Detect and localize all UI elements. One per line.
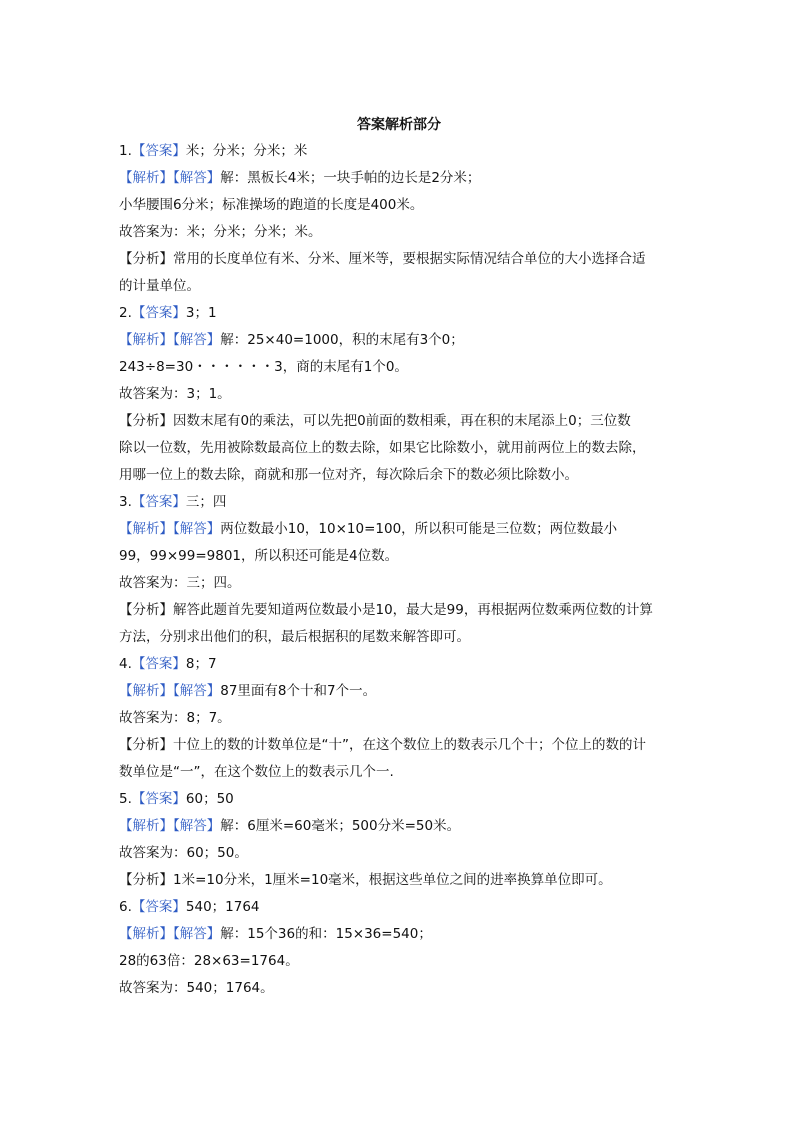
- fenxi-line: 用哪一位上的数去除，商就和那一位对齐，每次除后余下的数必须比除数小。: [119, 467, 578, 483]
- jieda-tag: 【解答】: [173, 521, 221, 537]
- analysis-line: [119, 327, 679, 354]
- answer-text: 米；分米；分米；米: [185, 143, 308, 159]
- analysis-text: 解：6厘米=60毫米；500分米=50米。: [220, 818, 461, 834]
- fenxi-text: 常用的长度单位有米、分米、厘米等，要根据实际情况结合单位的大小选择合适: [173, 251, 646, 267]
- analysis-text: 解：黑板长4米；一块手帕的边长是2分米；: [220, 170, 481, 186]
- answer-tag: 【答案】: [131, 899, 186, 915]
- analysis-line: [119, 165, 679, 192]
- analysis-text: 解：25×40=1000，积的末尾有3个0；: [220, 332, 464, 348]
- fenxi-line: [119, 867, 679, 894]
- jieda-tag: 【解答】: [173, 170, 221, 186]
- analysis-line: [119, 678, 679, 705]
- answer-line-6: [119, 894, 679, 921]
- fenxi-line: [119, 732, 679, 759]
- fenxi-line: 方法，分别求出他们的积，最后根据积的尾数来解答即可。: [119, 629, 470, 645]
- answer-tag: 【答案】: [131, 656, 186, 672]
- answer-text: 8；7: [185, 656, 217, 672]
- conclusion-line: 故答案为：60；50。: [119, 845, 248, 861]
- conclusion-line: 故答案为：3；1。: [119, 386, 231, 402]
- jiexi-tag: 【解析】: [119, 521, 173, 537]
- fenxi-text: 因数末尾有0的乘法，可以先把0前面的数相乘，再在积的末尾添上0；三位数: [173, 413, 631, 429]
- analysis-text: 两位数最小10，10×10=100，所以积可能是三位数；两位数最小: [220, 521, 618, 537]
- item-number: 5.: [119, 791, 132, 807]
- conclusion-line: 故答案为：8；7。: [119, 710, 231, 726]
- item-number: 4.: [119, 656, 132, 672]
- answer-sheet: [119, 112, 679, 1002]
- fenxi-tag: 【分析】: [119, 251, 173, 267]
- jiexi-tag: 【解析】: [119, 818, 173, 834]
- answer-text: 三；四: [185, 494, 227, 510]
- item-number: 2.: [119, 305, 132, 321]
- answer-tag: 【答案】: [131, 791, 186, 807]
- fenxi-text: 1米=10分米，1厘米=10毫米，根据这些单位之间的进率换算单位即可。: [173, 872, 612, 888]
- answer-tag: 【答案】: [131, 494, 186, 510]
- analysis-line: [119, 921, 679, 948]
- analysis-text: 解：15个36的和：15×36=540；: [220, 926, 432, 942]
- jiexi-tag: 【解析】: [119, 332, 173, 348]
- fenxi-tag: 【分析】: [119, 872, 173, 888]
- fenxi-line: 的计量单位。: [119, 278, 200, 294]
- analysis-line: 28的63倍：28×63=1764。: [119, 953, 299, 969]
- fenxi-line: [119, 408, 679, 435]
- answer-text: 540；1764: [185, 899, 260, 915]
- jieda-tag: 【解答】: [173, 818, 221, 834]
- answer-tag: 【答案】: [131, 305, 186, 321]
- jiexi-tag: 【解析】: [119, 170, 173, 186]
- conclusion-line: 故答案为：540；1764。: [119, 980, 274, 996]
- answer-tag: 【答案】: [131, 143, 186, 159]
- analysis-line: 99，99×99=9801，所以积还可能是4位数。: [119, 548, 399, 564]
- page-title: 答案解析部分: [357, 117, 441, 133]
- analysis-text: 87里面有8个十和7个一。: [220, 683, 377, 699]
- item-number: 3.: [119, 494, 132, 510]
- answer-line-4: [119, 651, 679, 678]
- fenxi-text: 解答此题首先要知道两位数最小是10，最大是99，再根据两位数乘两位数的计算: [173, 602, 653, 618]
- fenxi-tag: 【分析】: [119, 737, 173, 753]
- jieda-tag: 【解答】: [173, 683, 221, 699]
- conclusion-line: 故答案为：三；四。: [119, 575, 241, 591]
- fenxi-line: 除以一位数，先用被除数最高位上的数去除，如果它比除数小，就用前两位上的数去除，: [119, 440, 646, 456]
- conclusion-line: 故答案为：米；分米；分米；米。: [119, 224, 322, 240]
- analysis-line: 243÷8=30・・・・・・3，商的末尾有1个0。: [119, 359, 408, 375]
- fenxi-tag: 【分析】: [119, 602, 173, 618]
- jiexi-tag: 【解析】: [119, 926, 173, 942]
- analysis-line: 小华腰围6分米；标准操场的跑道的长度是400米。: [119, 197, 424, 213]
- item-number: 6.: [119, 899, 132, 915]
- jieda-tag: 【解答】: [173, 332, 221, 348]
- fenxi-line: [119, 246, 679, 273]
- answer-line-3: [119, 489, 679, 516]
- fenxi-tag: 【分析】: [119, 413, 173, 429]
- analysis-line: [119, 813, 679, 840]
- fenxi-text: 十位上的数的计数单位是“十”，在这个数位上的数表示几个十；个位上的数的计: [173, 737, 646, 753]
- answer-text: 60；50: [185, 791, 234, 807]
- jiexi-tag: 【解析】: [119, 683, 173, 699]
- answer-line-2: [119, 300, 679, 327]
- fenxi-line: 数单位是“一”，在这个数位上的数表示几个一.: [119, 764, 394, 780]
- analysis-line: [119, 516, 679, 543]
- answer-text: 3；1: [185, 305, 217, 321]
- item-number: 1.: [119, 143, 132, 159]
- jieda-tag: 【解答】: [173, 926, 221, 942]
- answer-line-1: [119, 138, 679, 165]
- fenxi-line: [119, 597, 679, 624]
- answer-line-5: [119, 786, 679, 813]
